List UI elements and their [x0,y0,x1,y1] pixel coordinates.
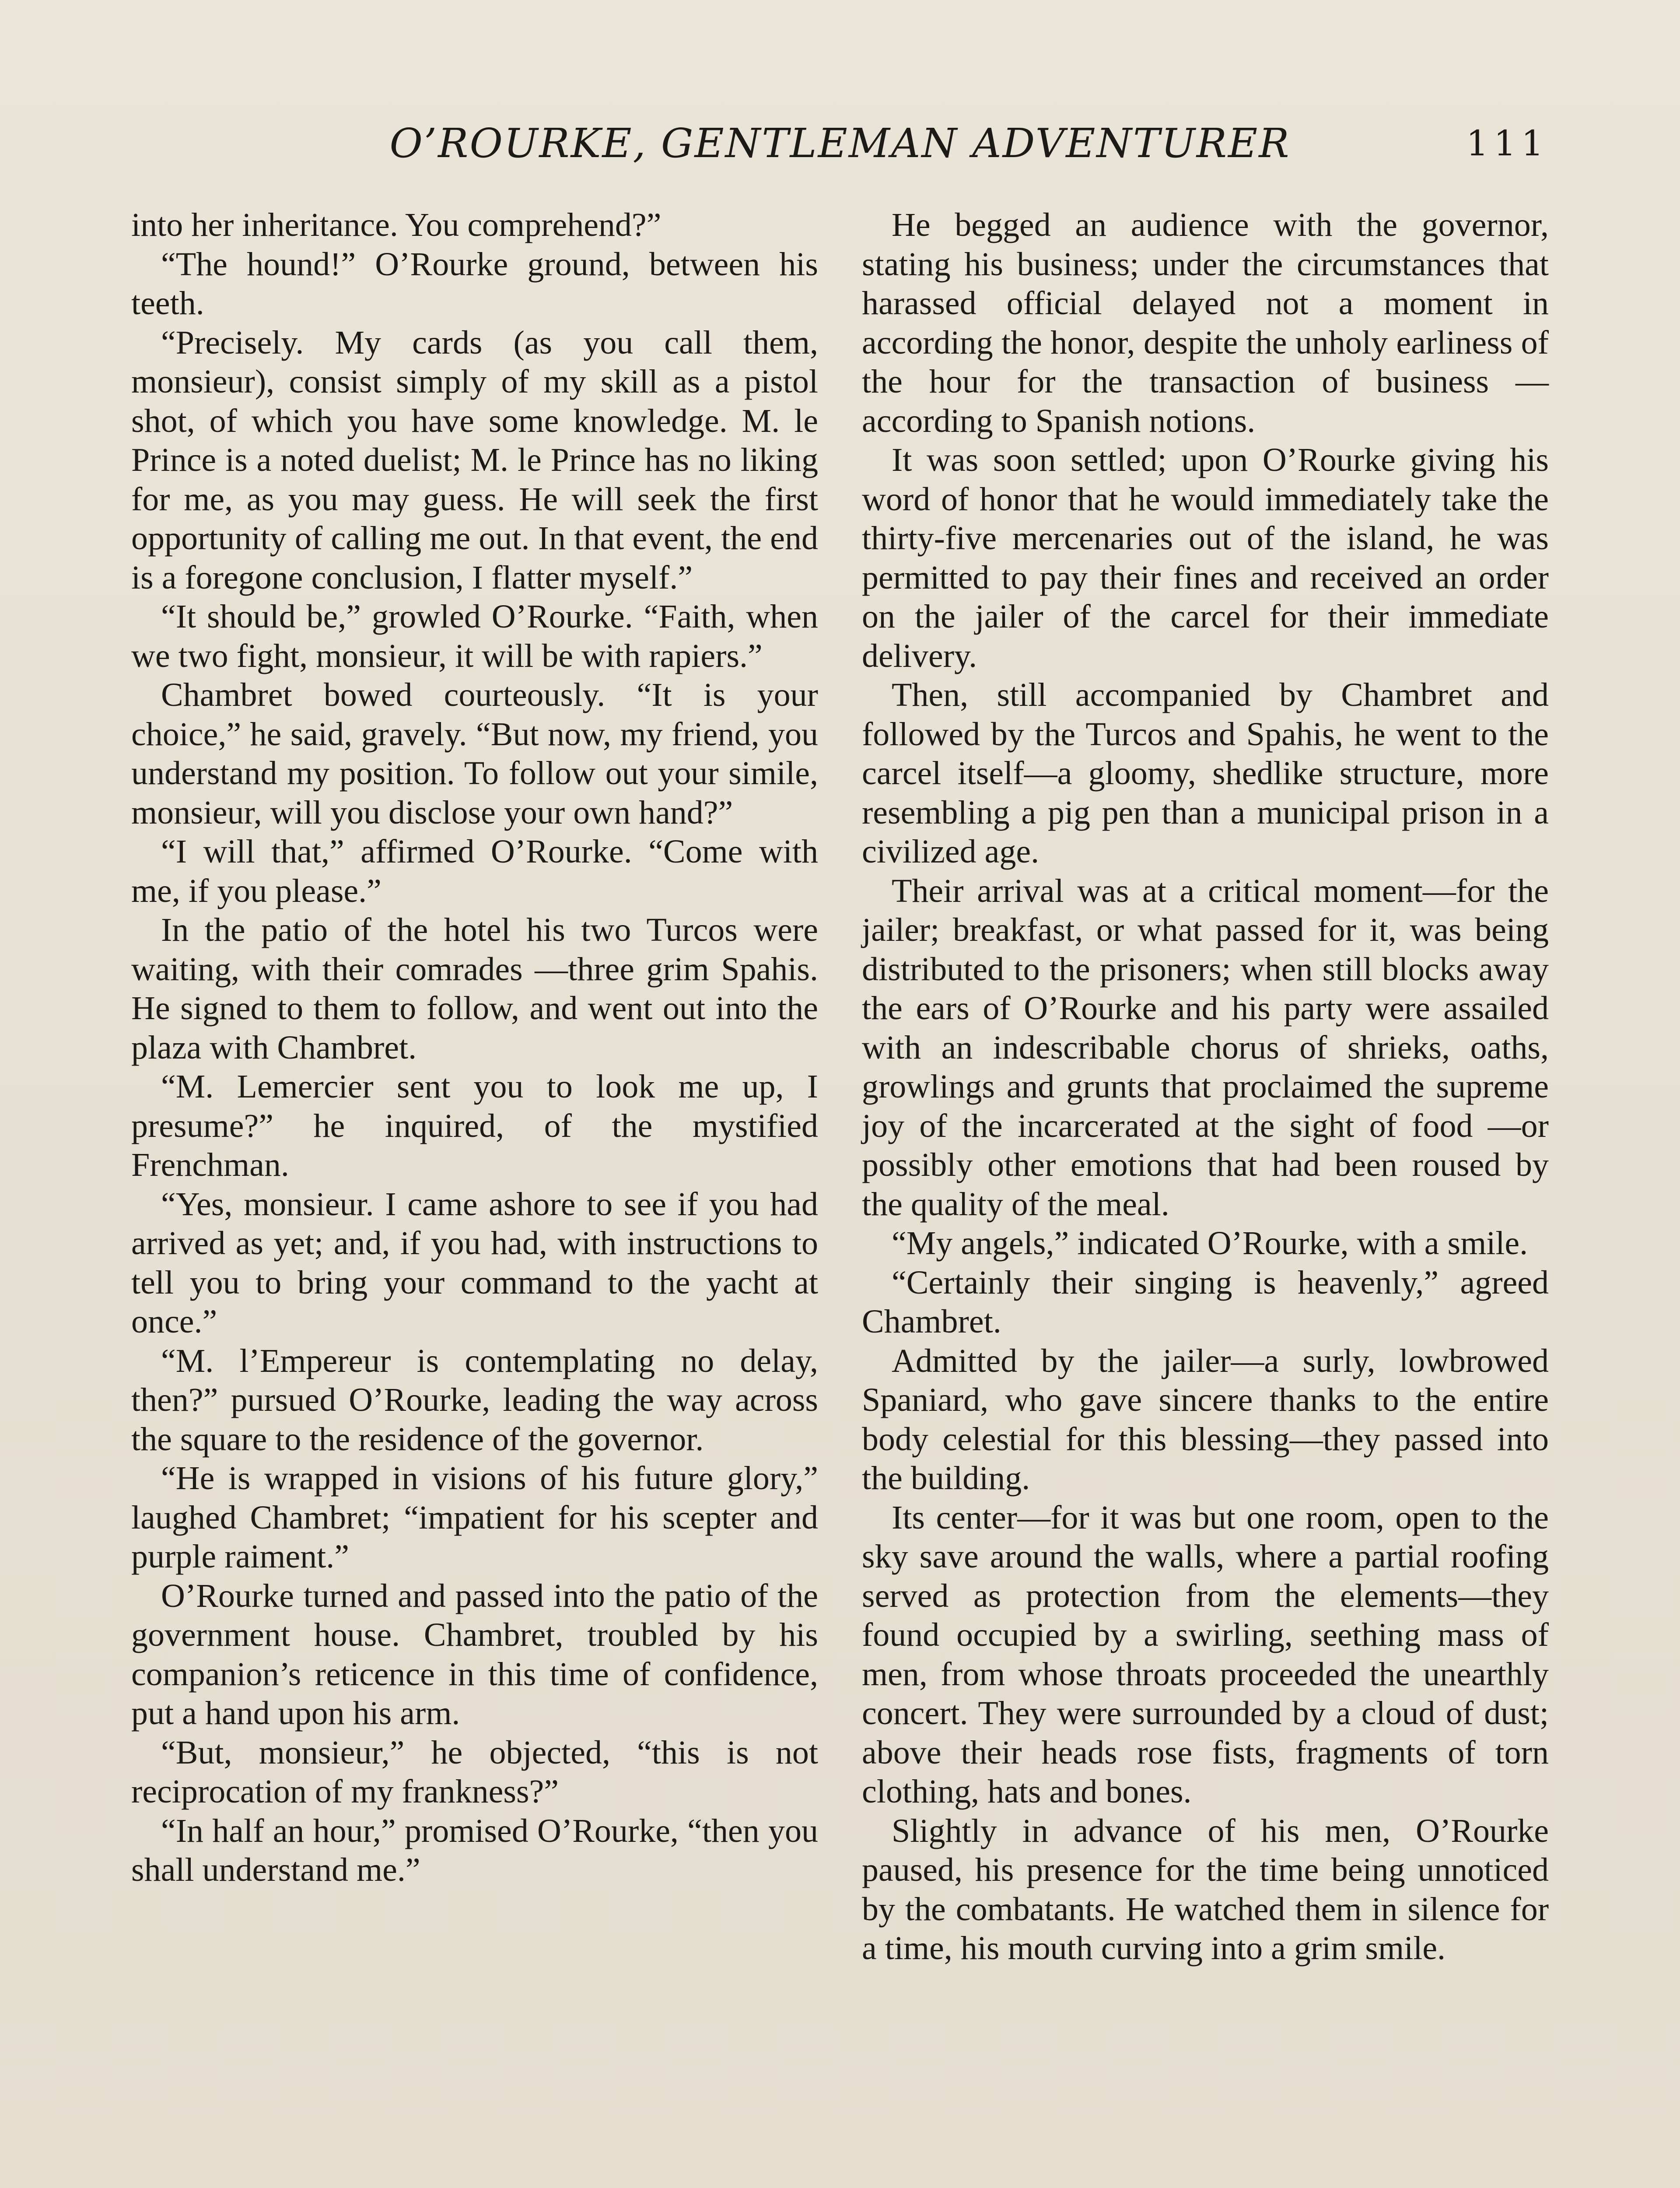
paragraph: “But, monsieur,” he objected, “this is not reciprocation of my frankness?” [131,1734,818,1810]
paragraph: “M. l’Empereur is contemplating no delay, then?” pursued O’Rourke, leading the way across the square to the residence of the governor. [131,1342,818,1458]
paragraph: “Yes, monsieur. I came ashore to see if you had arrived as yet; and, if you had, with instructions to tell you to bring your command to the yacht at once.” [131,1185,818,1340]
paragraph: “Certainly their singing is heavenly,” agreed Chambret. [862,1264,1549,1340]
paragraph: Slightly in advance of his men, O’Rourke paused, his presence for the time being unnoticed by the combatants. He watched them in silence for a time, his mouth curving into a grim smile. [862,1812,1549,1967]
paragraph: “The hound!” O’Rourke ground, between his teeth. [131,245,818,322]
paragraph: O’Rourke turned and passed into the patio of the government house. Chambret, troubled by his companion’s reticence in this time of confidence, put a hand upon his arm. [131,1577,818,1732]
paragraph: “Precisely. My cards (as you call them, monsieur), consist simply of my skill as a pistol shot, of which you have some knowledge. M. le Prince is a noted duelist; M. le Prince has no liking for me, as you may guess. He will seek the first opportunity of calling me out. In that event, the end is a foregone conclusion, I flatter myself.” [131,324,818,596]
page-header [131,117,1549,170]
right-text-column [862,206,1549,1968]
running-title: O’ROURKE, GENTLEMAN ADVENTURER [389,120,1291,167]
paragraph: Then, still accompanied by Chambret and followed by the Turcos and Spahis, he went to the carcel itself—a gloomy, shedlike structure, more resembling a pig pen than a municipal prison in a civilized age. [862,677,1549,870]
paragraph: “M. Lemercier sent you to look me up, I presume?” he inquired, of the mystified Frenchman. [131,1068,818,1183]
paragraph: “I will that,” affirmed O’Rourke. “Come with me, if you please.” [131,833,818,909]
paragraph: In the patio of the hotel his two Turcos were waiting, with their comrades —three grim Spahis. He signed to them to follow, and went out into the plaza with Chambret. [131,912,818,1066]
page-number: 111 [1466,123,1549,164]
paragraph: Chambret bowed courteously. “It is your choice,” he said, gravely. “But now, my friend, you understand my position. To follow out your simile, monsieur, will you disclose your own hand?” [131,677,818,831]
paragraph: “It should be,” growled O’Rourke. “Faith, when we two fight, monsieur, it will be with rapiers.” [131,598,818,674]
left-text-column [131,206,818,1890]
paragraph: “He is wrapped in visions of his future glory,” laughed Chambret; “impatient for his scepter and purple raiment.” [131,1460,818,1575]
paragraph: into her inheritance. You comprehend?” [131,207,662,243]
paragraph: “In half an hour,” promised O’Rourke, “then you shall understand me.” [131,1812,818,1888]
paragraph: “My angels,” indicated O’Rourke, with a smile. [892,1225,1528,1262]
paragraph: He begged an audience with the governor, stating his business; under the circumstances that harassed official delayed not a moment in according the honor, despite the unholy earliness of the hour for the transaction of business —according to Spanish notions. [862,207,1549,439]
paragraph: Its center—for it was but one room, open to the sky save around the walls, where a partial roofing served as protection from the elements—they found occupied by a swirling, seething mass of men, from whose throats proceeded the unearthly concert. They were surrounded by a cloud of dust; above their heads rose fists, fragments of torn clothing, hats and bones. [862,1499,1549,1810]
paragraph: Admitted by the jailer—a surly, lowbrowed Spaniard, who gave sincere thanks to the entire body celestial for this blessing—they passed into the building. [862,1342,1549,1497]
paragraph: Their arrival was at a critical moment—for the jailer; breakfast, or what passed for it, was being distributed to the prisoners; when still blocks away the ears of O’Rourke and his party were assailed with an indescribable chorus of shrieks, oaths, growlings and grunts that proclaimed the supreme joy of the incarcerated at the sight of food —or possibly other emotions that had been roused by the quality of the meal. [862,872,1549,1223]
paragraph: It was soon settled; upon O’Rourke giving his word of honor that he would immediately take the thirty-five mercenaries out of the island, he was permitted to pay their fines and received an order on the jailer of the carcel for their immediate delivery. [862,442,1549,674]
